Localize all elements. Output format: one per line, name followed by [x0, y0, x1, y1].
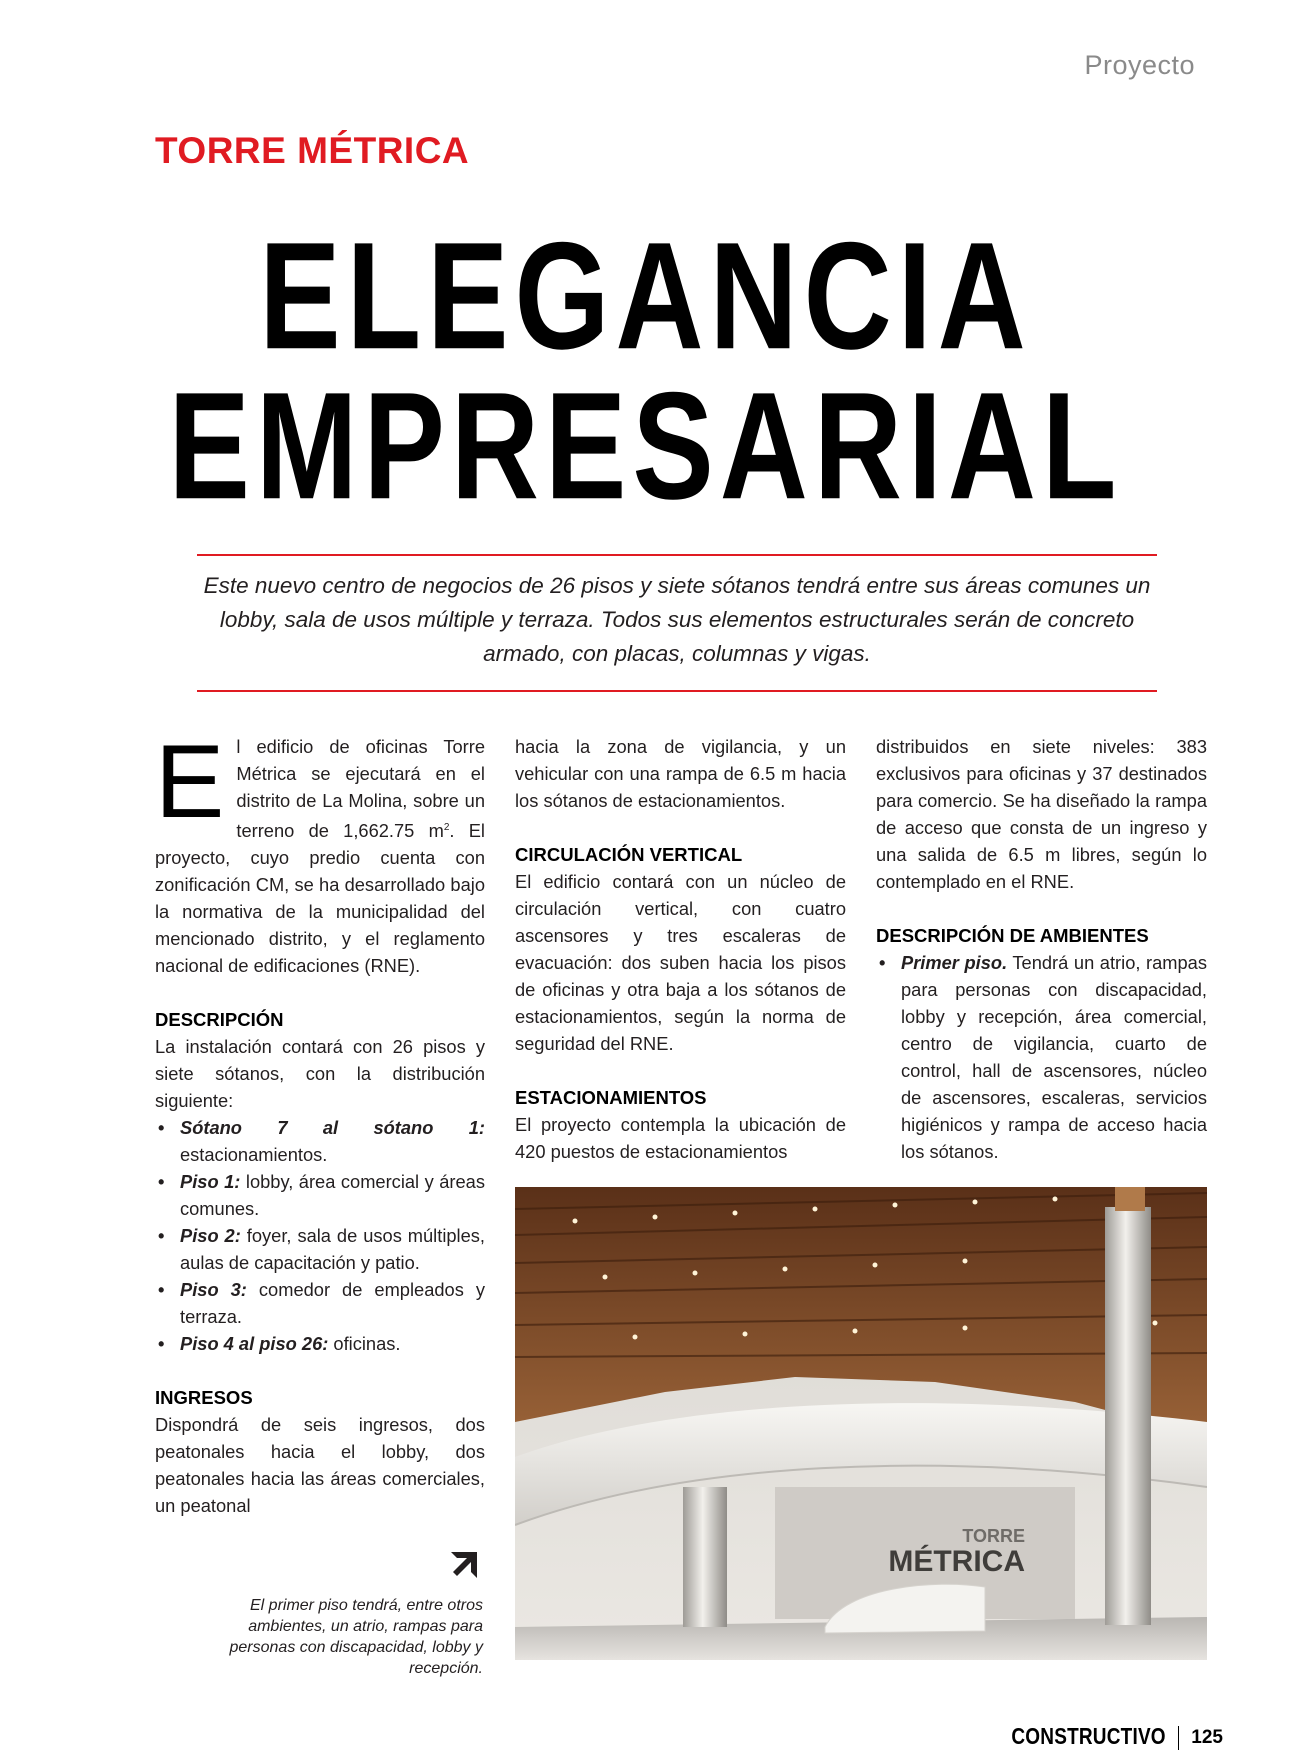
- intro-rest: . El proyecto, cuyo predio cuenta con zonificación CM, se ha desarrollado bajo la normativa de la municipalidad del mencionado distrito, y el reglamento nacional de edificaciones (RNE).: [155, 820, 485, 977]
- ingresos-text: Dispondrá de seis ingresos, dos peatonales hacia el lobby, dos peatonales hacia las áreas comerciales, un peatonal: [155, 1414, 485, 1517]
- list-item: • Piso 3: comedor de empleados y terraza.: [155, 1276, 485, 1330]
- lobby-photo: [515, 1187, 1207, 1660]
- magazine-brand: CONSTRUCTIVO: [1011, 1724, 1166, 1750]
- section-heading-estacionamientos: ESTACIONAMIENTOS: [515, 1087, 707, 1108]
- column-3: [876, 733, 1207, 1165]
- column-1: [155, 724, 485, 1519]
- list-item: • Piso 2: foyer, sala de usos múltiples, aulas de capacitación y patio.: [155, 1222, 485, 1276]
- list-item: • Piso 1: lobby, área comercial y áreas comunes.: [155, 1168, 485, 1222]
- article-kicker: TORRE MÉTRICA: [155, 130, 470, 171]
- lead-top-rule: [197, 554, 1157, 556]
- estacionamientos-text: El proyecto contempla la ubicación de 420 puestos de estacionamientos: [515, 1114, 846, 1162]
- intro-paragraph: [155, 724, 485, 979]
- ingresos-text-continued: hacia la zona de vigilancia, y un vehicular con una rampa de 6.5 m hacia los sótanos de estacionamientos.: [515, 736, 846, 811]
- circulacion-text: El edificio contará con un núcleo de circulación vertical, con cuatro ascensores y tres escaleras de evacuación: dos suben hacia los pisos de oficinas y otra baja a los sótanos de estacionamientos, según la norma de seguridad del RNE.: [515, 871, 846, 1054]
- section-label: Proyecto: [1084, 50, 1195, 80]
- sign-torre: TORRE: [962, 1526, 1025, 1546]
- section-heading-ingresos: INGRESOS: [155, 1387, 253, 1409]
- photo-caption: El primer piso tendrá, entre otros ambientes, un atrio, rampas para personas con discapacidad, lobby y recepción.: [229, 1597, 483, 1677]
- list-item: • Piso 4 al piso 26: oficinas.: [155, 1330, 485, 1357]
- page-footer: [1011, 1726, 1223, 1750]
- page-number: 125: [1191, 1727, 1223, 1748]
- intro-superscript: 2: [443, 822, 450, 833]
- list-item: • Sótano 7 al sótano 1: estacionamientos.: [155, 1114, 485, 1168]
- list-item: • Primer piso. Tendrá un atrio, rampas para personas con discapacidad, lobby y recepción, área comercial, centro de vigilancia, cuarto de control, hall de ascensores, núcleo de ascensores, escaleras, servicios higiénicos y rampa de acceso hacia los sótanos.: [876, 949, 1207, 1165]
- section-heading-ambientes: DESCRIPCIÓN DE AMBIENTES: [876, 925, 1149, 946]
- intro-text: l edificio de oficinas Torre Métrica se ejecutará en el distrito de La Molina, sobre un terreno de 1,662.75 m: [236, 736, 485, 842]
- lead-paragraph: Este nuevo centro de negocios de 26 pisos y siete sótanos tendrá entre sus áreas comunes un lobby, sala de usos múltiple y terraza. Todos sus elementos estructurales serán de concreto armado, con placas, columnas y vigas.: [203, 573, 1151, 666]
- section-heading-circulacion: CIRCULACIÓN VERTICAL: [515, 844, 743, 865]
- ambientes-list: [876, 949, 1207, 1165]
- arrow-icon: [447, 1544, 485, 1582]
- floor-distribution-list: [155, 1114, 485, 1357]
- column-2: [515, 733, 846, 1165]
- headline-line-1: ELEGANCIA: [259, 210, 1032, 381]
- sign-metrica: MÉTRICA: [888, 1545, 1025, 1578]
- drop-cap: E: [155, 724, 225, 840]
- descripcion-text: La instalación contará con 26 pisos y siete sótanos, con la distribución siguiente:: [155, 1036, 485, 1112]
- footer-divider: [1178, 1726, 1180, 1750]
- section-heading-descripcion: DESCRIPCIÓN: [155, 1009, 284, 1031]
- headline-line-2: EMPRESARIAL: [168, 360, 1123, 531]
- estacionamientos-text-continued: distribuidos en siete niveles: 383 exclusivos para oficinas y 37 destinados para comercio. Se ha diseñado la rampa de acceso que consta de un ingreso y una salida de 6.5 m libres, según lo contemplado en el RNE.: [876, 736, 1207, 892]
- lead-bottom-rule: [197, 690, 1157, 692]
